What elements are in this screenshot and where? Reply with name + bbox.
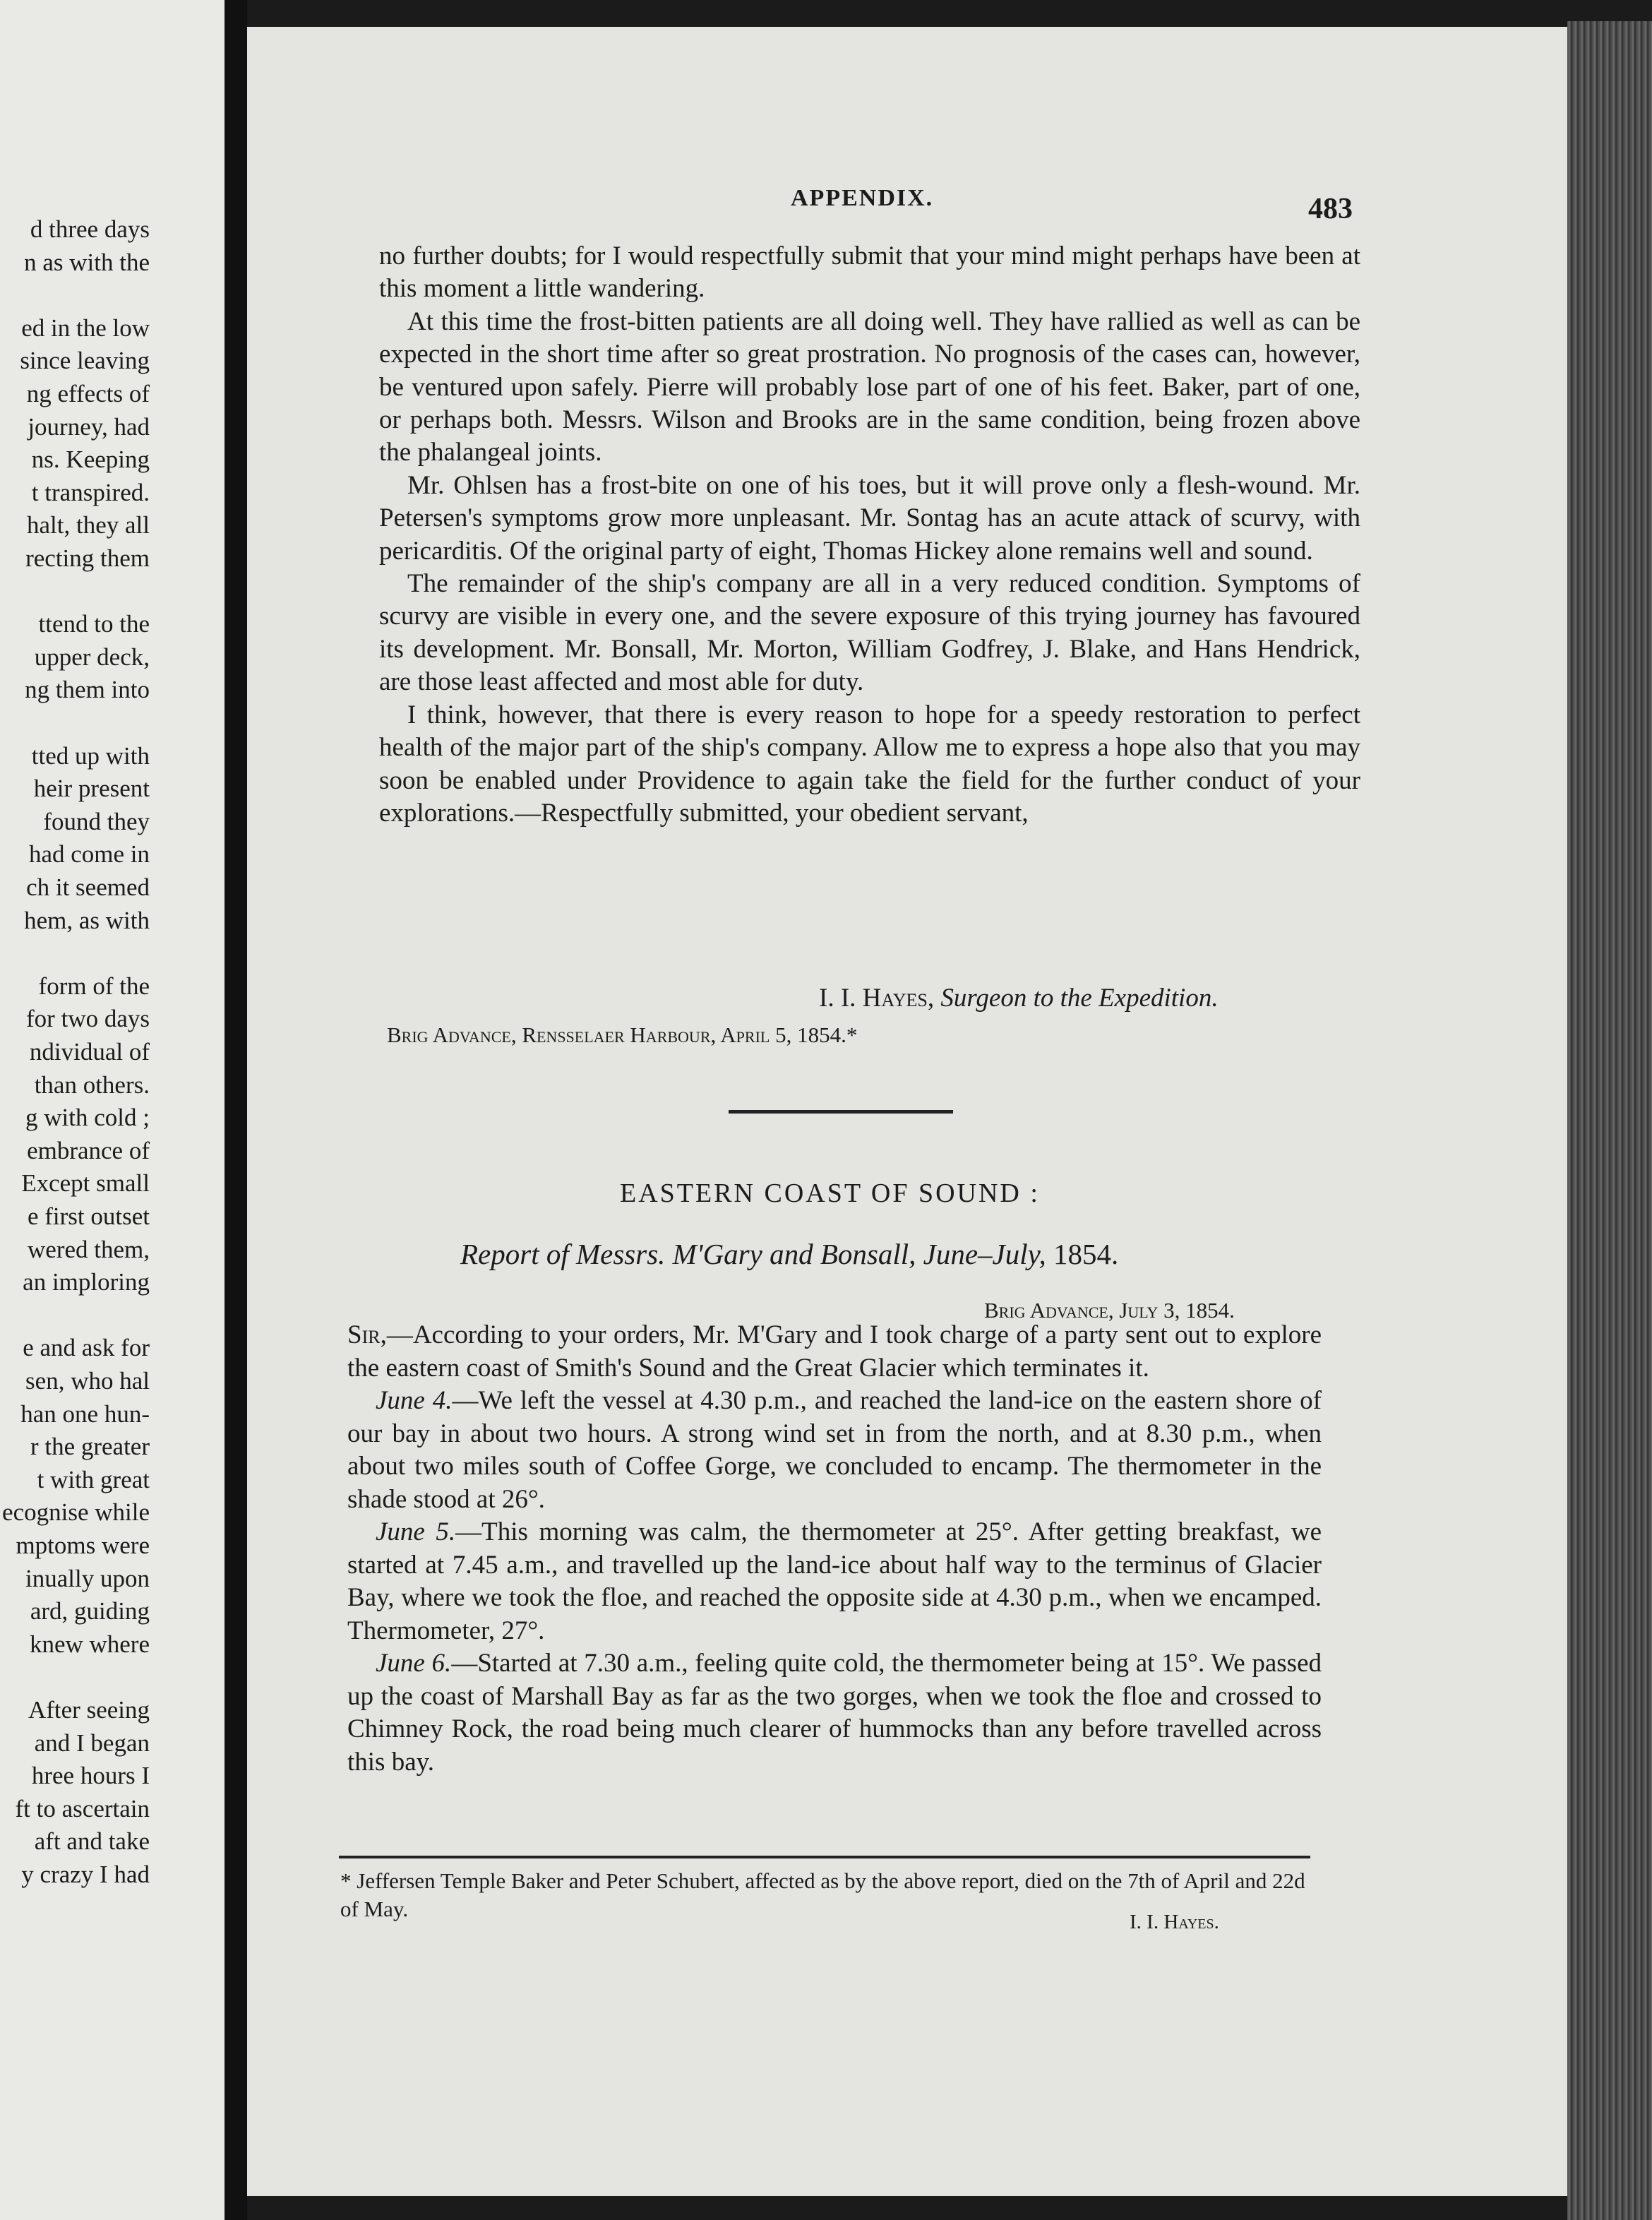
facing-page-line: for two days [26, 1005, 150, 1033]
facing-page-line: mptoms were [16, 1532, 150, 1559]
letter-dateline: Brig Advance, Rensselaer Harbour, April 5, 1854.* [387, 1022, 858, 1047]
facing-page-line: t transpired. [31, 478, 150, 506]
facing-page-line: sen, who hal [25, 1367, 150, 1395]
facing-page-line: upper deck, [34, 643, 150, 671]
facing-page-line: r the greater [30, 1433, 150, 1461]
facing-page-line: ft to ascertain [15, 1794, 150, 1822]
facing-page-line: an imploring [23, 1268, 150, 1296]
facing-page-line: form of the [38, 972, 150, 1000]
facing-page-line: inually upon [25, 1564, 150, 1592]
report-paragraph [347, 1647, 1322, 1779]
facing-page-line: t with great [37, 1465, 150, 1493]
facing-page-line: y crazy I had [21, 1861, 150, 1888]
report-paragraph [347, 1516, 1322, 1647]
subtitle-year: 1854. [1053, 1238, 1119, 1270]
paragraph-lead: June 4. [376, 1386, 453, 1415]
letter-paragraph: The remainder of the ship's company are all in a very reduced condition. Symptoms of scurvy are visible in every one, and the severe exposure of this trying journey has favoured its development. Mr. Bonsall, Mr. Morton, William Godfrey, J. Blake, and Hans Hendrick, are those least affected and most able for duty. [379, 569, 1360, 697]
report-paragraph [347, 1385, 1322, 1516]
running-head: APPENDIX. [791, 185, 934, 211]
facing-page-line: recting them [25, 544, 150, 572]
signature-title: Surgeon to the Expedition. [940, 984, 1219, 1013]
report-paragraph [347, 1319, 1322, 1385]
letter-body [379, 240, 1360, 830]
facing-page-line: halt, they all [27, 511, 150, 539]
facing-page-line: found they [43, 807, 150, 835]
signature-name: I. I. Hayes, [819, 984, 935, 1013]
facing-page-line: heir present [33, 775, 150, 803]
section-divider [729, 1110, 953, 1114]
facing-page-line: ng effects of [26, 380, 150, 407]
report-body [347, 1319, 1322, 1779]
facing-page-line: wered them, [28, 1235, 150, 1263]
facing-page-left [0, 0, 225, 2220]
facing-page-line: g with cold ; [25, 1104, 150, 1132]
facing-page-line: d three days [30, 215, 150, 243]
facing-page-line: Except small [21, 1169, 150, 1198]
section-subtitle [460, 1237, 1118, 1271]
facing-page-line: than others. [34, 1070, 150, 1099]
facing-page-line: ed in the low [21, 314, 150, 342]
facing-page-line: ndividual of [29, 1038, 150, 1066]
facing-page-line: ch it seemed [26, 873, 150, 901]
page-edge-stack [1567, 21, 1652, 2220]
facing-page-line: aft and take [34, 1827, 150, 1856]
facing-page-line: n as with the [24, 248, 150, 276]
paragraph-lead: June 5. [376, 1517, 456, 1546]
facing-page-line: journey, had [28, 412, 150, 441]
facing-page-line: e first outset [27, 1202, 150, 1230]
footnote-signature: I. I. Hayes. [1130, 1911, 1219, 1933]
facing-page-line: tted up with [31, 741, 150, 770]
facing-page-line: After seeing [28, 1696, 150, 1724]
book-gutter [225, 0, 247, 2220]
facing-page-line: ns. Keeping [31, 446, 150, 474]
facing-page-line: ard, guiding [30, 1597, 150, 1625]
letter-paragraph: no further doubts; for I would respectfully submit that your mind might perhaps have been at this moment a little wandering. [379, 241, 1360, 304]
facing-page-line: hem, as with [24, 906, 150, 934]
paragraph-text: —We left the vessel at 4.30 p.m., and reached the land-ice on the eastern shore of our bay in about two hours. A strong wind set in from the north, and at 8.30 p.m., when about two miles south of Coffee Gorge, we concluded to encamp. The thermometer in the shade stood at 26°. [347, 1386, 1322, 1514]
page-number: 483 [1308, 193, 1353, 225]
facing-page-line: ng them into [25, 676, 150, 704]
paragraph-lead: Sir, [347, 1320, 387, 1349]
paragraph-text: —According to your orders, Mr. M'Gary and I took charge of a party sent out to explore the eastern coast of Smith's Sound and the Great Glacier which terminates it. [347, 1320, 1322, 1383]
facing-page-line: had come in [28, 840, 150, 869]
subtitle-text: Report of Messrs. M'Gary and Bonsall, June–July, [460, 1238, 1046, 1270]
paragraph-text: —Started at 7.30 a.m., feeling quite cold, the thermometer being at 15°. We passed up the coast of Marshall Bay as far as the two gorges, when we took the floe and crossed to Chimney Rock, the road being much clearer of hummocks than any before travelled across this bay. [347, 1649, 1322, 1777]
facing-page-line: ecognise while [2, 1498, 150, 1527]
facing-page-line: knew where [29, 1630, 150, 1658]
letter-signature [819, 983, 1219, 1013]
facing-page-line: since leaving [20, 347, 150, 375]
facing-page-line: ttend to the [38, 610, 150, 638]
footnote: * Jeffersen Temple Baker and Peter Schubert, affected as by the above report, died on the 7th of April and 22d of May. [340, 1868, 1305, 1921]
paragraph-lead: June 6. [376, 1649, 452, 1678]
facing-page-line: hree hours I [31, 1762, 150, 1790]
facing-page-line: han one hun- [20, 1400, 150, 1428]
facing-page-line: and I began [34, 1729, 150, 1757]
paragraph-text: —This morning was calm, the thermometer at 25°. After getting breakfast, we started at 7.45 a.m., and travelled up the land-ice about half way to the terminus of Glacier Bay, where we took the floe, and reached the opposite side at 4.30 p.m., when we encamped. Thermometer, 27°. [347, 1517, 1322, 1645]
letter-paragraph: I think, however, that there is every reason to hope for a speedy restoration to perfect health of the major part of the ship's company. Allow me to express a hope also that you may soon be enabled under Providence to again take the field for the further conduct of your explorations.—Respectfully submitted, your obedient servant, [379, 700, 1360, 828]
report-dateline: Brig Advance, July 3, 1854. [984, 1298, 1235, 1323]
footnote-rule [339, 1856, 1310, 1858]
section-heading: EASTERN COAST OF SOUND : [620, 1178, 1040, 1208]
letter-paragraph: Mr. Ohlsen has a frost-bite on one of his toes, but it will prove only a flesh-wound. Mr. Petersen's symptoms grow more unpleasant. Mr. Sontag has an acute attack of scurvy, with pericarditis. Of the original party of eight, Thomas Hickey alone remains well and sound. [379, 470, 1360, 566]
facing-page-line: e and ask for [23, 1334, 150, 1362]
facing-page-line: embrance of [27, 1136, 150, 1164]
letter-paragraph: At this time the frost-bitten patients are all doing well. They have rallied as well as can be expected in the short time after so great prostration. No prognosis of the cases can, however, be ventured upon safely. Pierre will probably lose part of one of his feet. Baker, part of one, or perhaps both. Messrs. Wilson and Brooks are in the same condition, being frozen above the phalangeal joints. [379, 306, 1360, 467]
